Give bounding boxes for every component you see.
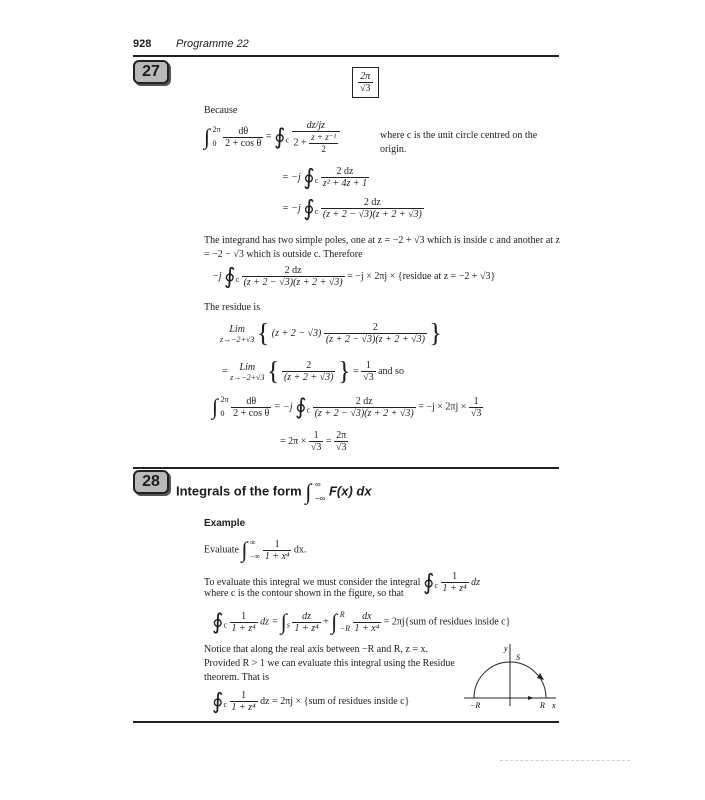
evaluate-numerator: 1: [263, 539, 292, 551]
section-heading: [176, 478, 372, 506]
eq5-denominator: (z + 2 − √3)(z + 2 + √3): [325, 334, 425, 345]
contour-subscript: c: [306, 405, 311, 415]
eq6-result-denominator: √3: [363, 372, 374, 383]
lim-block: [230, 362, 264, 382]
sum-denominator-1: 1 + z⁴: [231, 622, 256, 634]
contour-denominator: 1 + z⁴: [442, 583, 467, 594]
rhs-fraction: [292, 120, 341, 154]
eq5-fraction: [324, 322, 427, 345]
sum-rhs: = 2πj{sum of residues inside c}: [383, 616, 511, 628]
eq7-rhs: = −j × 2πj ×: [418, 401, 467, 413]
left-brace: {: [266, 356, 280, 386]
heading-text: Integrals of the form: [176, 483, 302, 499]
integral-sign: ∫: [331, 609, 338, 634]
eq4-denominator: (z + 2 − √3)(z + 2 + √3): [243, 277, 343, 288]
theorem-denominator: 1 + z⁴: [231, 702, 256, 713]
eq6-equals: =: [352, 365, 359, 377]
heading-integrand: F(x) dx: [328, 483, 372, 499]
sum-lower-limit: −R: [339, 624, 351, 633]
sum-numerator-1: 1: [230, 611, 258, 623]
arc-arrow-icon: [537, 673, 544, 680]
eq4-rhs: = −j × 2πj × {residue at z = −2 + √3}: [347, 270, 496, 282]
contour-subscript: c: [223, 699, 228, 709]
eq3-denominator: (z + 2 − √3)(z + 2 + √3): [322, 209, 422, 220]
answer-denominator: √3: [360, 83, 371, 94]
equation-1: ∫ 2π 0 $\frac{d\theta}{\text{2 + cos θ}}$ = $∮_c$ dz/jz 2 + $\frac{\text{z + z⁻¹}}{2}$: [204, 120, 340, 154]
rhs-numerator: dz/jz: [292, 120, 341, 132]
equation-2: [282, 166, 369, 189]
eq7-rhs-denominator: √3: [470, 407, 482, 419]
sum-numerator-2: dz: [292, 611, 320, 623]
eq7-lhs-fraction: [231, 396, 271, 419]
contour-subscript: c: [434, 580, 438, 590]
eq7-rhs-numerator: 1: [469, 396, 484, 408]
left-brace: {: [256, 318, 270, 348]
sum-upper-limit: R: [339, 610, 345, 619]
sum-numerator-3: dx: [353, 611, 382, 623]
eq8-numerator-2: 2π: [334, 430, 349, 442]
eq4-numerator: 2 dz: [242, 265, 345, 277]
eq8-fraction-1: [309, 430, 324, 453]
contour-subscript: c: [235, 274, 240, 284]
neg-r-label: −R: [470, 701, 481, 710]
rhs-den-left: 2 +: [293, 137, 307, 149]
x-axis-label: x: [552, 701, 556, 710]
unit-circle-note: where c is the unit circle centred on the origin.: [380, 130, 538, 155]
eq6-fraction: [282, 360, 336, 383]
eq7-lhs-numerator: dθ: [231, 396, 271, 408]
eq7-rhs-fraction: [469, 396, 484, 419]
eq7-lhs-denominator: 2 + cos θ: [233, 407, 270, 419]
eq8-equals: =: [325, 435, 332, 447]
sum-fraction-3: [353, 611, 382, 634]
lhs-denominator: 2 + cos θ: [225, 137, 262, 149]
contour-intro-text: To evaluate this integral we must consider the integral: [204, 576, 421, 588]
eq6-denominator: (z + 2 + √3): [283, 372, 334, 383]
integral-lower-limit: 0: [220, 409, 225, 418]
running-title: Programme 22: [176, 38, 249, 50]
poles-paragraph: The integrand has two simple poles, one at z = −2 + √3 which is inside c and another at z = −2 − √3 which is outside c. Therefore: [204, 235, 560, 260]
contour-numerator: 1: [441, 571, 469, 583]
eq3-prefix: = −j: [282, 202, 301, 214]
integral-upper-limit: 2π: [212, 125, 221, 134]
theorem-numerator: 1: [230, 690, 258, 702]
equation-4: [212, 265, 495, 288]
pos-r-label: R: [540, 701, 545, 710]
sum-dz-equals: dz =: [260, 616, 279, 628]
contour-fraction: [441, 571, 469, 594]
equation-7: [212, 393, 483, 421]
eq4-prefix: −j: [212, 270, 222, 282]
integral-sign: ∫: [280, 609, 287, 634]
rhs-inner-denominator: 2: [321, 144, 326, 154]
integral-lower-limit: 0: [212, 139, 217, 148]
rhs-inner-numerator: z + z⁻¹: [311, 132, 337, 142]
residue-theorem-paragraph: Notice that along the real axis between −R and R, z = x. Provided R > 1 we can evaluate this integral using the Residue theorem. That is: [204, 644, 455, 683]
eq3-numerator: 2 dz: [321, 197, 424, 209]
eq8-denominator-2: √3: [335, 442, 347, 453]
eq6-result-fraction: [361, 360, 376, 383]
eq2-denominator: z² + 4z + 1: [322, 178, 368, 189]
rhs-denominator: [292, 132, 341, 154]
equation-8: [280, 430, 348, 453]
contour-sum-equation: [212, 608, 510, 636]
page-number: 928: [133, 38, 152, 50]
eq7-numerator: 2 dz: [313, 396, 416, 408]
evaluate-text: Evaluate: [204, 544, 239, 556]
integral-sign: ∫: [241, 537, 248, 562]
integral-sign: ∫: [212, 394, 219, 419]
contour-subscript: c: [223, 620, 228, 630]
header-rule: [133, 55, 559, 57]
contour-figure: [460, 640, 560, 710]
heading-lower-limit: −∞: [314, 494, 326, 503]
theorem-rhs: dz = 2πj × {sum of residues inside c}: [260, 695, 410, 707]
eq6-tail: and so: [378, 365, 404, 377]
frame-number-badge: 27: [133, 60, 169, 84]
evaluate-tail: dx.: [293, 544, 307, 556]
equation-6: [222, 356, 404, 386]
contour-integral-sign: ∮: [422, 569, 435, 595]
eq2-prefix: = −j: [282, 171, 301, 183]
faint-scan-mark: [500, 760, 630, 761]
eq5-numerator: 2: [324, 322, 427, 334]
rhs-inner-fraction: [309, 132, 338, 154]
contour-figure-line: where c is the contour shown in the figure, so that: [204, 588, 404, 599]
section-divider: [133, 467, 559, 469]
eq3-fraction: [321, 197, 424, 220]
sum-denominator-2: 1 + z⁴: [294, 622, 319, 634]
contour-integral-sign: ∮: [212, 609, 224, 634]
eq8-numerator-1: 1: [309, 430, 324, 442]
right-brace: }: [337, 356, 351, 386]
right-brace: }: [429, 318, 442, 348]
answer-box: [352, 67, 379, 98]
residue-theorem-equation: [212, 690, 409, 713]
frame-number-badge: 28: [133, 470, 169, 494]
eq8-fraction-2: [334, 430, 349, 453]
sum-plus: +: [323, 616, 329, 628]
sum-fraction-1: [230, 611, 258, 634]
evaluate-line: [204, 536, 306, 564]
eq6-numerator: 2: [282, 360, 336, 372]
lim-subscript: z→−2+√3: [230, 372, 265, 382]
eq7-mid: = −j: [273, 401, 293, 413]
lhs-numerator: dθ: [223, 126, 263, 138]
integral-upper-limit: 2π: [220, 395, 229, 404]
evaluate-denominator: 1 + x⁴: [264, 550, 290, 562]
contour-integral-sign: ∮: [303, 195, 315, 221]
lhs-fraction: [223, 126, 263, 149]
contour-tail: dz: [471, 576, 481, 588]
eq2-fraction: [321, 166, 369, 189]
eq5-factor: (z + 2 − √3): [271, 327, 322, 339]
lim-block: [220, 324, 254, 344]
eq4-fraction: [242, 265, 345, 288]
contour-integral-sign: ∮: [273, 124, 286, 149]
lim-subscript: z→−2+√3: [220, 334, 255, 344]
arc-label: S: [516, 653, 520, 662]
equation-5: [220, 318, 442, 348]
evaluate-lower-limit: −∞: [250, 552, 261, 561]
heading-upper-limit: ∞: [314, 480, 321, 489]
answer-numerator: 2π: [358, 71, 373, 83]
equation-3: [282, 197, 424, 220]
contour-integral-sign: ∮: [295, 394, 307, 419]
theorem-fraction: [230, 690, 258, 713]
eq2-numerator: 2 dz: [321, 166, 369, 178]
eq8-denominator-1: √3: [310, 442, 322, 453]
eq6-result-numerator: 1: [361, 360, 376, 372]
eq7-fraction: [313, 396, 416, 419]
y-axis-label: y: [504, 644, 508, 653]
example-label: Example: [204, 518, 246, 529]
evaluate-upper-limit: ∞: [250, 538, 256, 547]
contour-subscript: c: [285, 135, 290, 145]
contour-integral-sign: ∮: [224, 263, 236, 289]
sum-denominator-3: 1 + x⁴: [354, 622, 380, 634]
lim-label: Lim: [229, 323, 245, 335]
evaluate-fraction: [263, 539, 292, 562]
because-label: Because: [204, 105, 238, 116]
integral-sign: ∫: [204, 124, 211, 149]
integral-sign: ∫: [305, 479, 312, 504]
answer-fraction: [358, 71, 373, 94]
sum-fraction-2: [292, 611, 320, 634]
contour-integral-sign: ∮: [212, 688, 224, 714]
contour-integral-sign: ∮: [303, 164, 315, 190]
axis-arrow-icon: [528, 696, 534, 700]
eq7-denominator: (z + 2 − √3)(z + 2 + √3): [314, 407, 414, 419]
residue-intro: The residue is: [204, 302, 261, 313]
contour-subscript: c: [314, 206, 319, 216]
footer-rule: [133, 721, 559, 723]
lim-label: Lim: [239, 361, 256, 373]
contour-subscript: c: [314, 175, 319, 185]
eq6-prefix: =: [222, 365, 231, 377]
arc-subscript: s: [286, 620, 290, 630]
eq8-prefix: = 2π ×: [280, 435, 307, 447]
